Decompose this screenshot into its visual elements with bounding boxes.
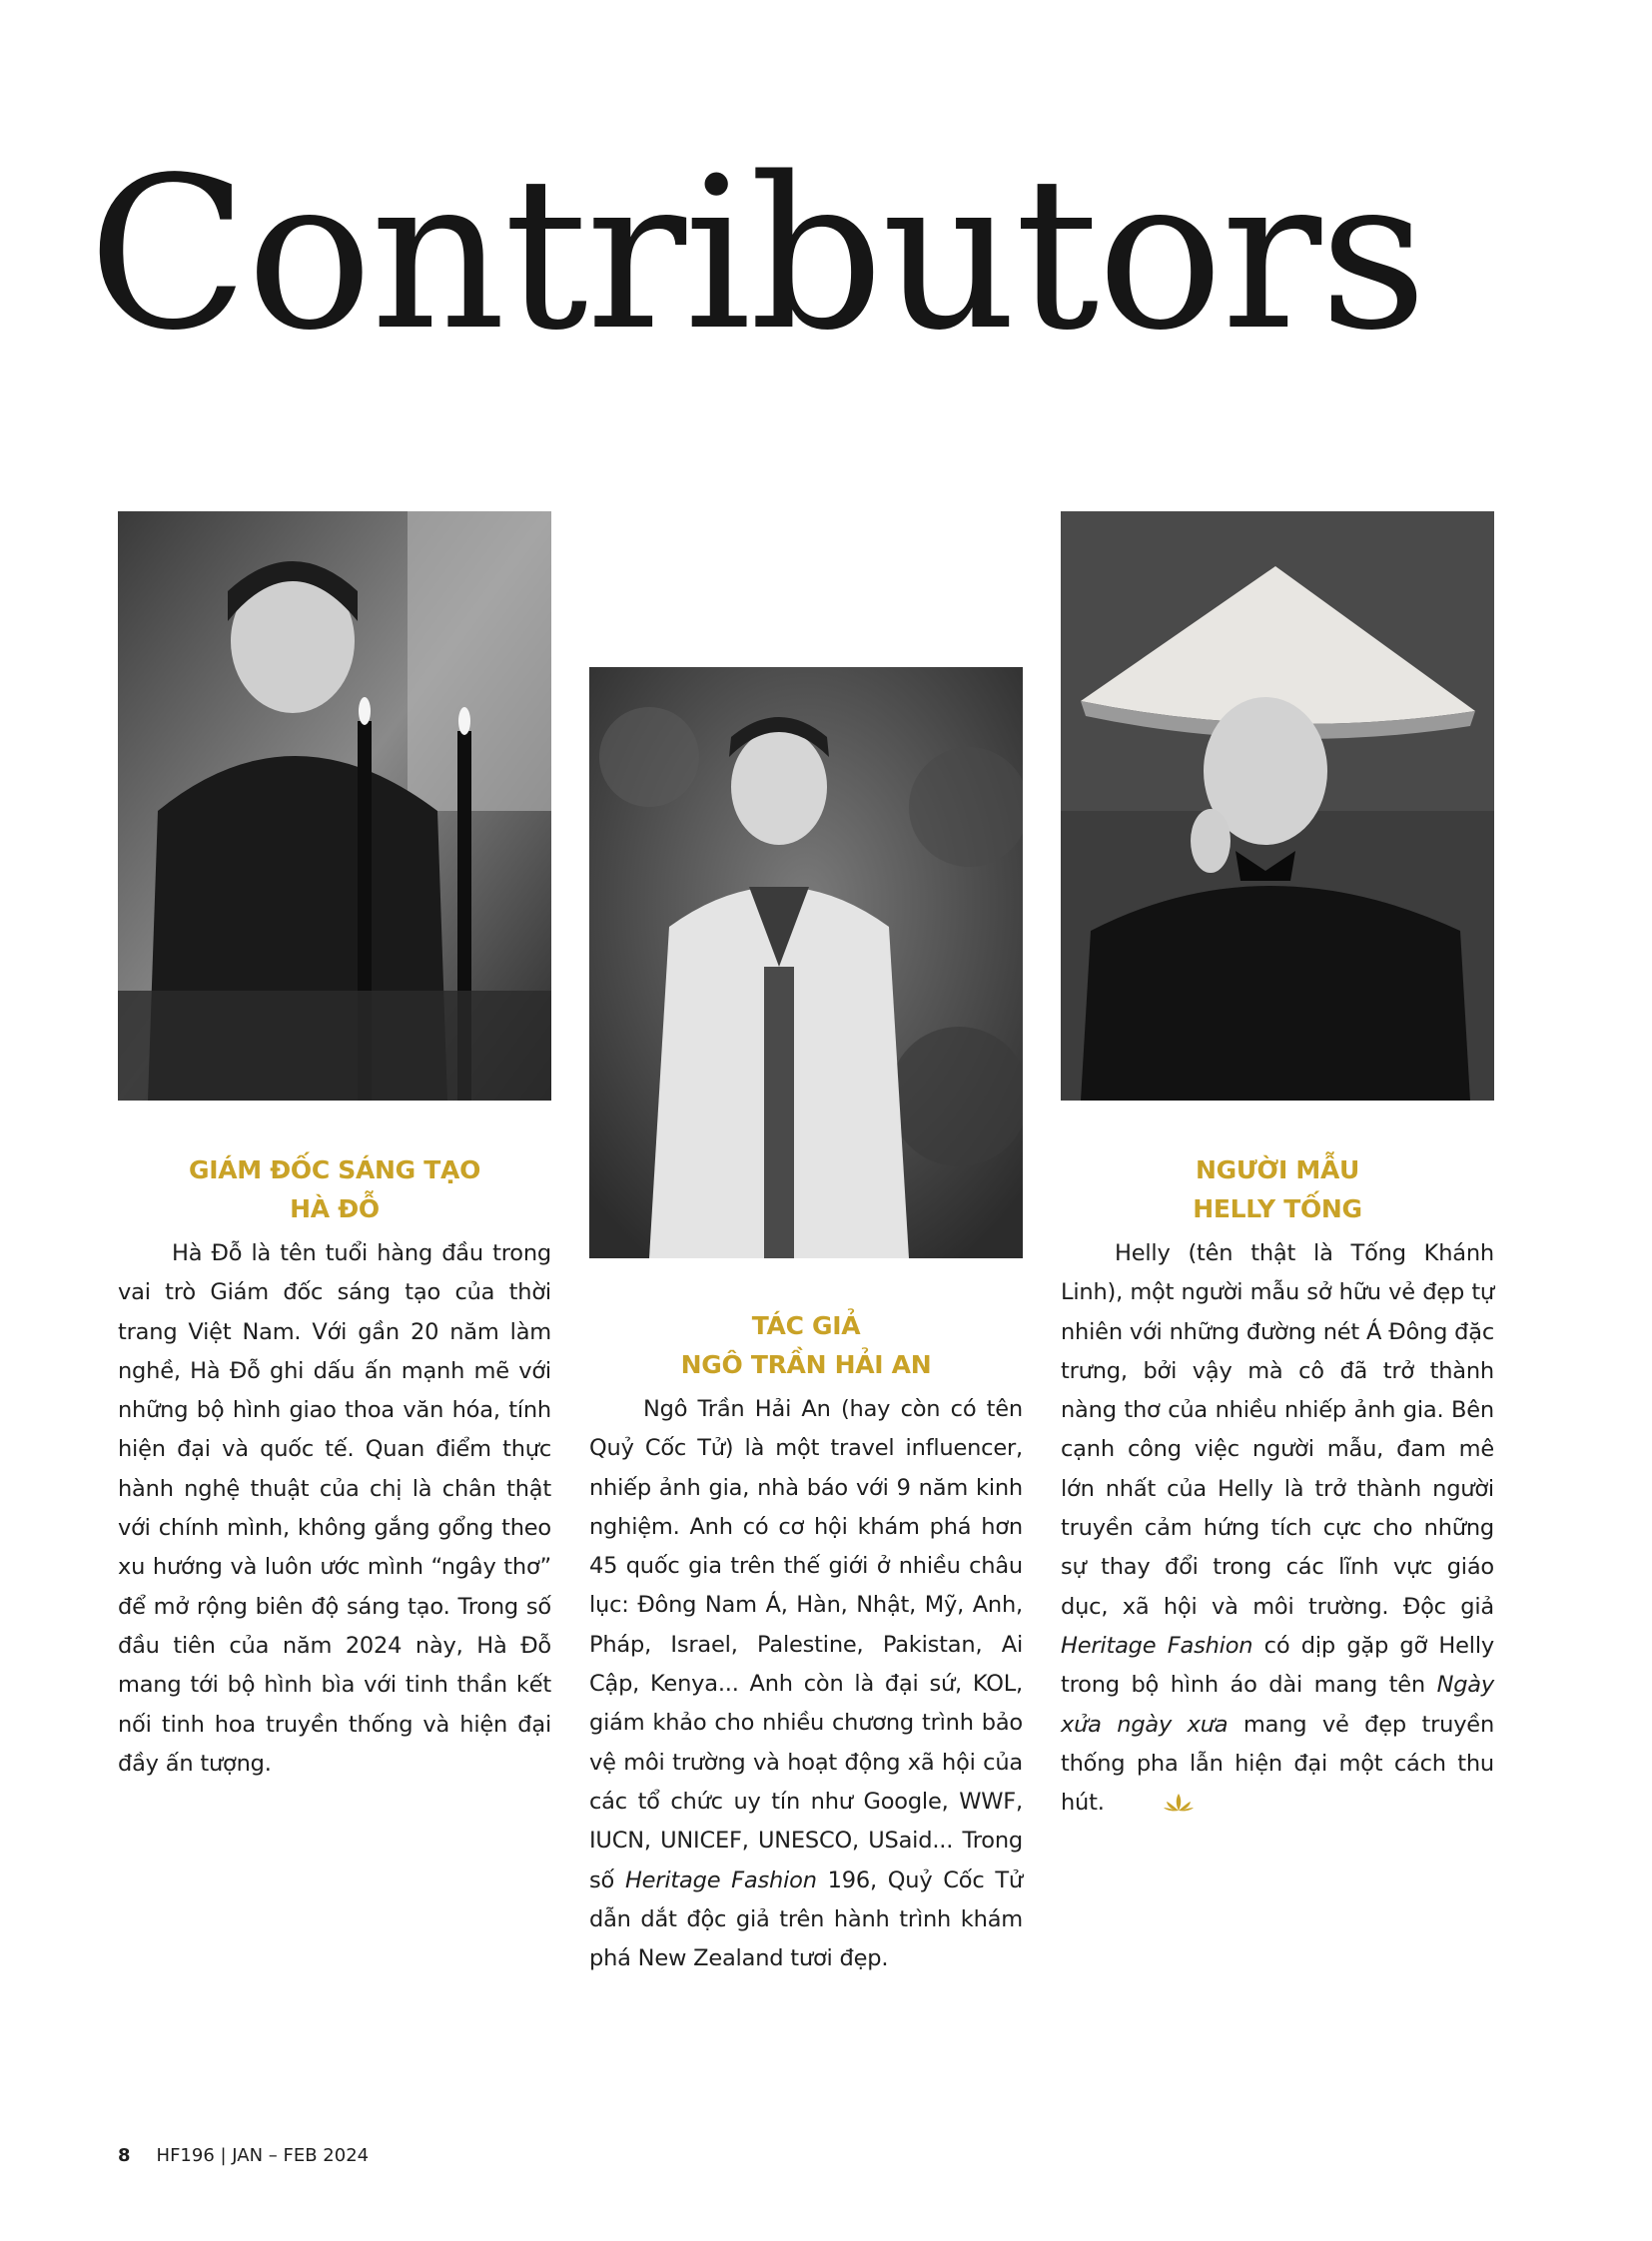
contributor-role: GIÁM ĐỐC SÁNG TẠO [188,1155,481,1184]
page-title: Contributors [88,132,1425,376]
collection-name: Ngày xửa ngày xưa [1061,1672,1494,1738]
contributor-bio [589,1390,1023,1978]
bio-text: mang vẻ đẹp truyền thống pha lẫn hiện đại một cách thu hút. [1061,1711,1495,1817]
contributor-name: NGÔ TRẦN HẢI AN [680,1350,932,1379]
bio-text: Helly (tên thật là Tống Khánh Linh), một người mẫu sở hữu vẻ đẹp tự nhiên với những đường nét Á Đông đặc trưng, bởi vậy mà cô đã trở thành nàng thơ của nhiều nhiếp ảnh gia. Bên cạnh công việc người mẫu, đam mê lớn nhất của Helly là trở thành người truyền cảm hứng tích cực cho những sự thay đổi trong các lĩnh vực giáo dục, xã hội và môi trường. Độc giả [1061,1240,1494,1620]
contributor-name: HÀ ĐỖ [290,1194,380,1223]
contributor-role: NGƯỜI MẪU [1196,1155,1359,1184]
magazine-name: Heritage Fashion [1061,1632,1253,1659]
bio-text: có dịp gặp gỡ Helly trong bộ hình áo dài mang tên [1061,1632,1494,1699]
issue-info: HF196 | JAN – FEB 2024 [156,2145,370,2166]
page-footer [118,2145,369,2166]
contributor-name: HELLY TỐNG [1193,1194,1362,1223]
contributor-role: TÁC GIẢ [751,1311,861,1340]
contributor-photo-ha-do [118,511,551,1101]
magazine-name: Heritage Fashion [624,1867,817,1893]
contributor-photo-ngo-tran-hai-an [589,667,1023,1258]
contributor-card-helly-tong [1061,1150,1494,1823]
page-number: 8 [118,2145,131,2166]
lotus-icon [1109,1787,1141,1807]
bio-text: Ngô Trần Hải An (hay còn có tên Quỷ Cốc Tử) là một travel influencer, nhiếp ảnh gia, nhà báo với 9 năm kinh nghiệm. Anh có cơ hội khám phá hơn 45 quốc gia trên thế giới ở nhiều châu lục: Đông Nam Á, Hàn, Nhật, Mỹ, Anh, Pháp, Israel, Palestine, Pakistan, Ai Cập, Kenya... Anh còn là đại sứ, KOL, giám khảo cho nhiều chương trình bảo vệ môi trường và hoạt động xã hội của các tổ chức uy tín như Google, WWF, IUCN, UNICEF, UNESCO, USaid... Trong số [589,1396,1023,1893]
contributor-bio: Hà Đỗ là tên tuổi hàng đầu trong vai trò Giám đốc sáng tạo của thời trang Việt Nam. Với gần 20 năm làm nghề, Hà Đỗ ghi dấu ấn mạnh mẽ với những bộ hình giao thoa văn hóa, tính hiện đại và quốc tế. Quan điểm thực hành nghệ thuật của chị là chân thật với chính mình, không gắng gổng theo xu hướng và luôn ước mình “ngây thơ” để mở rộng biên độ sáng tạo. Trong số đầu tiên của năm 2024 này, Hà Đỗ mang tới bộ hình bìa với tinh thần kết nối tinh hoa truyền thống và hiện đại đầy ấn tượng. [118,1240,551,1777]
bio-text: 196, Quỷ Cốc Tử dẫn dắt độc giả trên hành trình khám phá New Zealand tươi đẹp. [589,1867,1023,1972]
contributor-card-ha-do [118,1150,551,1784]
contributor-card-ngo-tran-hai-an [589,1306,1023,1978]
contributor-bio [1061,1234,1494,1823]
contributor-photo-helly-tong [1061,511,1494,1101]
